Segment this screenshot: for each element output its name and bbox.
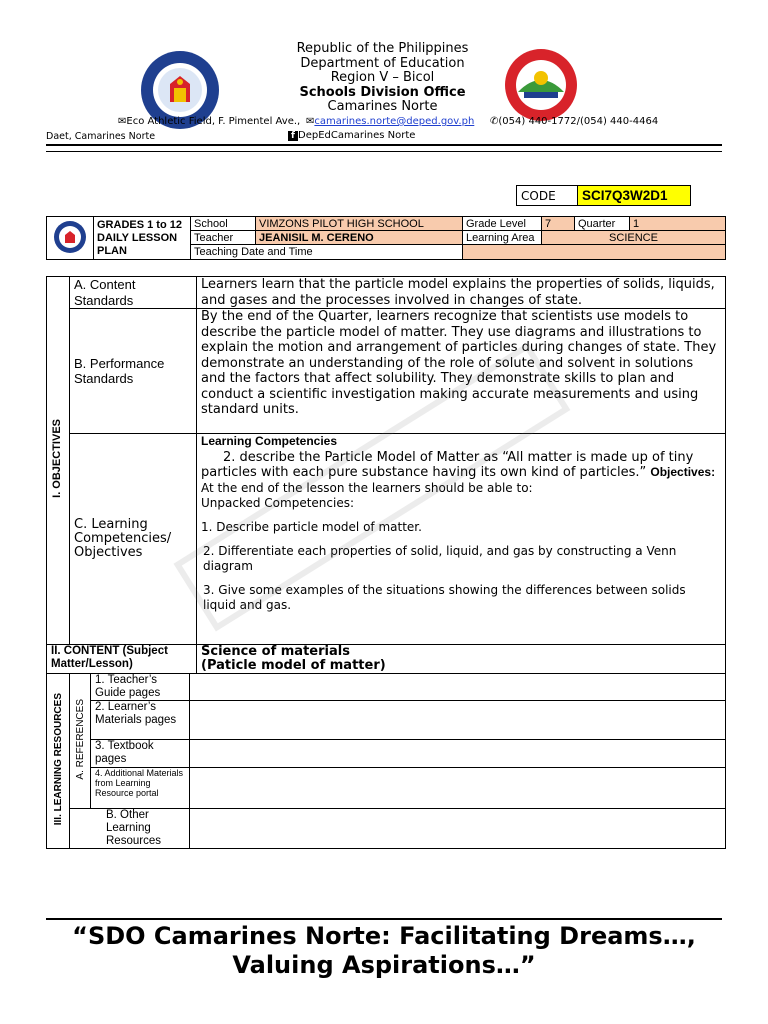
learning-resources-table	[46, 673, 726, 849]
textbook-value	[190, 740, 726, 768]
objective-1: 1. Describe particle model of matter.	[201, 519, 422, 534]
phone-icon: ✆	[490, 116, 499, 127]
objectives-section-label: I. OBJECTIVES	[51, 418, 64, 498]
code-box	[516, 185, 691, 206]
content-standards-text: Learners learn that the particle model explains the properties of solids, liquids, and gases and the processes involved in changes of state.	[197, 277, 726, 309]
resources-section-cell	[47, 674, 70, 849]
teachers-guide-label: 1. Teacher’s Guide pages	[91, 674, 190, 701]
objectives-intro: At the end of the lesson the learners should be able to:	[201, 480, 533, 495]
learning-area-label: Learning Area	[463, 231, 542, 245]
objectives-heading: Objectives:	[650, 465, 716, 479]
learners-materials-value	[190, 701, 726, 740]
lesson-info-table	[46, 216, 726, 260]
teaching-date-label: Teaching Date and Time	[191, 245, 463, 260]
objective-3: 3. Give some examples of the situations showing the differences between solids liquid and gas.	[203, 582, 686, 612]
competencies-label: C. Learning Competencies/ Objectives	[70, 434, 197, 645]
performance-standards-text: By the end of the Quarter, learners recognize that scientists use models to describe the particle model of matter. They use diagrams and illustrations to explain the motion and arrangement of particles during changes of state. They demonstrate an understanding of the role of solute and solvent in solutions and the factors that affect solubility. They demonstrate skills to plan and conduct a scientific investigation making accurate measurements and using standard units.	[197, 309, 726, 434]
quarter-label: Quarter	[575, 217, 630, 231]
additional-materials-value	[190, 768, 726, 809]
school-value: VIMZONS PILOT HIGH SCHOOL	[256, 217, 463, 231]
lesson-plan-table	[46, 276, 726, 674]
email-line	[306, 116, 474, 128]
content-line1: Science of materials	[201, 644, 350, 659]
facebook-icon: f	[288, 131, 298, 141]
header-department: Department of Education	[300, 55, 465, 71]
other-resources-value	[190, 809, 726, 849]
facebook-line: f DepEdCamarines Norte	[288, 130, 415, 142]
learners-materials-label: 2. Learner’s Materials pages	[91, 701, 190, 740]
mail-icon: ✉	[306, 116, 315, 127]
lc-text: 2. describe the Particle Model of Matter as “All matter is made up of tiny particles with each pure substance having its own kind of particles.” Objectives:	[201, 449, 716, 480]
unpacked-label: Unpacked Competencies:	[201, 495, 355, 510]
header-republic: Republic of the Philippines	[296, 41, 469, 56]
teacher-label: Teacher	[191, 231, 256, 245]
grades-label: GRADES 1 to 12 DAILY LESSON PLAN	[94, 217, 191, 260]
code-value: SCI7Q3W2D1	[578, 186, 691, 206]
content-label: II. CONTENT (Subject Matter/Lesson)	[47, 645, 197, 674]
quarter-value: 1	[630, 217, 726, 231]
footer-motto	[0, 922, 768, 980]
header-rule-thick	[46, 144, 722, 146]
header-office: Schools Division Office	[299, 84, 466, 100]
phone-line: ✆(054) 440-1772/(054) 440-4464	[490, 116, 659, 127]
deped-small-seal-icon	[53, 220, 87, 254]
references-cell	[70, 674, 91, 809]
competencies-cell	[197, 434, 726, 645]
address-line1: ✉Eco Athletic Field, F. Pimentel Ave.,	[118, 116, 301, 127]
content-standards-label: A. Content Standards	[70, 277, 197, 309]
performance-standards-label: B. Performance Standards	[70, 309, 197, 434]
email-link[interactable]: camarines.norte@deped.gov.ph	[314, 116, 475, 127]
footer-line1: “SDO Camarines Norte: Facilitating Dreams…,	[72, 922, 696, 950]
school-label: School	[191, 217, 256, 231]
additional-materials-label: 4. Additional Materials from Learning Resource portal	[91, 768, 190, 809]
textbook-label: 3. Textbook pages	[91, 740, 190, 768]
address-line2: Daet, Camarines Norte	[46, 131, 156, 142]
objective-2: 2. Differentiate each properties of solid, liquid, and gas by constructing a Venn diagram	[203, 543, 677, 573]
lc-heading: Learning Competencies	[201, 434, 338, 448]
objectives-section-cell	[47, 277, 70, 645]
footer-line2: Valuing Aspirations…”	[232, 951, 536, 979]
header-region: Region V – Bicol	[330, 70, 435, 85]
grade-level-value: 7	[542, 217, 575, 231]
grade-level-label: Grade Level	[463, 217, 542, 231]
header-rule-thin	[46, 151, 722, 152]
content-cell	[197, 645, 726, 674]
teachers-guide-value	[190, 674, 726, 701]
code-label: CODE	[517, 186, 578, 206]
footer-rule	[46, 918, 722, 920]
division-seal-icon	[504, 48, 578, 122]
deped-small-logo-cell	[47, 217, 94, 260]
resources-section-label: III. LEARNING RESOURCES	[52, 692, 64, 826]
teacher-value: JEANISIL M. CERENO	[256, 231, 463, 245]
location-icon: ✉	[118, 116, 127, 127]
teaching-date-value	[463, 245, 726, 260]
header-province: Camarines Norte	[327, 99, 438, 114]
header-block	[250, 42, 515, 115]
content-line2: (Paticle model of matter)	[201, 658, 386, 673]
other-resources-label: B. Other Learning Resources	[70, 809, 190, 849]
learning-area-value: SCIENCE	[542, 231, 726, 245]
references-label: A. REFERENCES	[74, 698, 86, 780]
